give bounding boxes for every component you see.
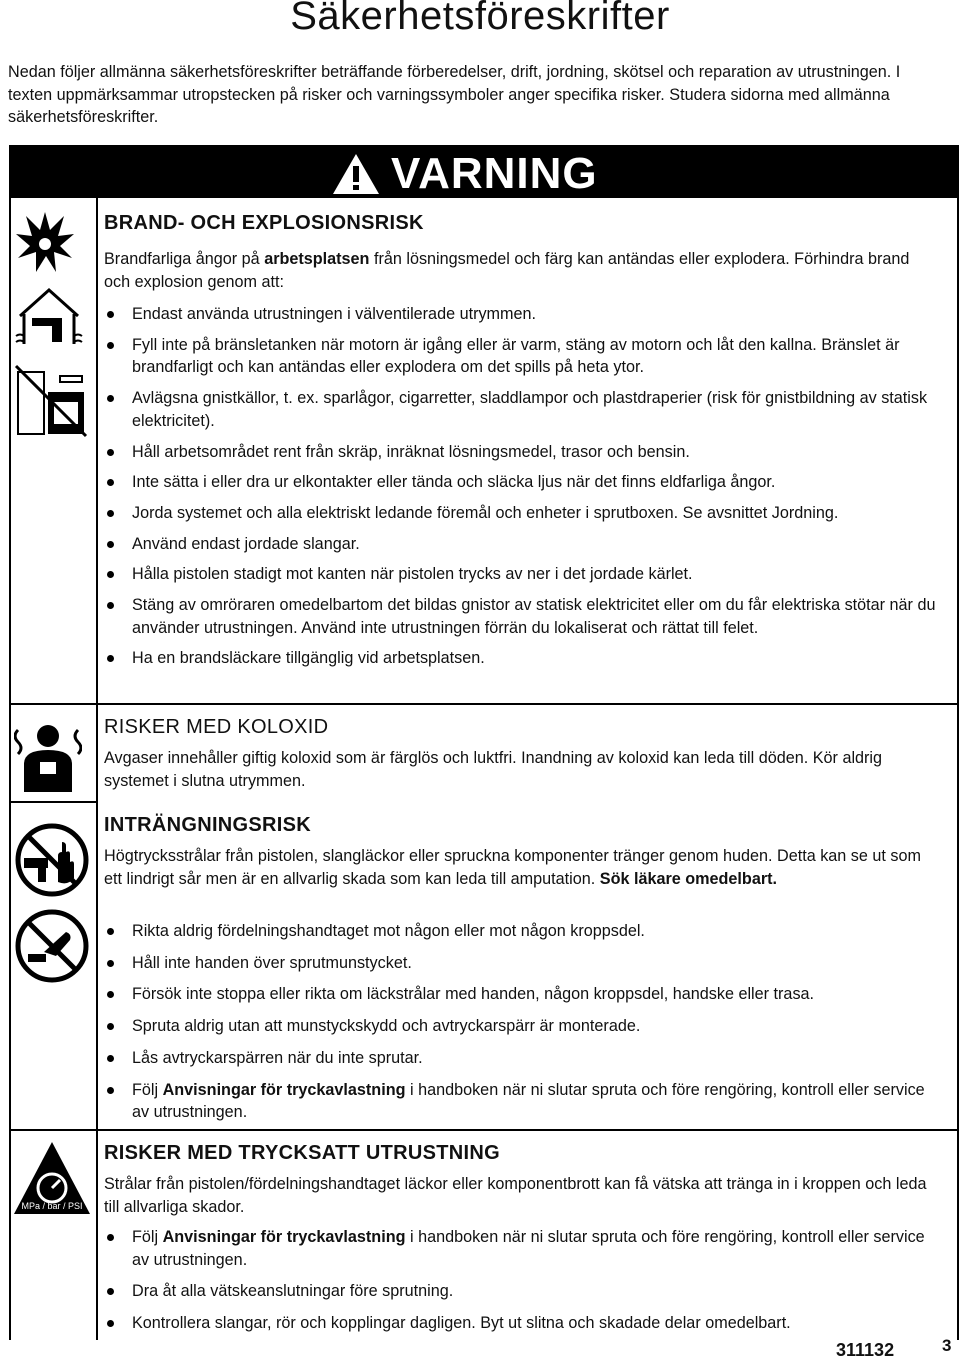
- pressure-bullet-list: [104, 1226, 944, 1335]
- list-item: Avlägsna gnistkällor, t. ex. sparlågor, cigarretter, sladdlampor och plastdraperier (risk för gnistbildning av statisk elektricitet).: [104, 387, 944, 432]
- fire-intro: [104, 248, 934, 293]
- no-spray-hand-icon: [14, 908, 90, 984]
- injection-bullet-list: [104, 920, 944, 1124]
- intro-paragraph: Nedan följer allmänna säkerhetsföreskrifter beträffande förberedelser, drift, jordning, skötsel och reparation av utrustningen. I texten uppmärksammar utropstecken på risker och varningssymboler anger specifika risker. Studera sidorna med allmänna säkerhetsföreskrifter.: [8, 63, 901, 126]
- list-item: [104, 920, 944, 943]
- house-spray-gun-icon: [14, 286, 84, 348]
- list-item-text: Kontrollera slangar, rör och kopplingar dagligen. Byt ut slitna och skadade delar omedelbart.: [132, 1314, 791, 1333]
- list-item-text: Följ: [132, 1228, 163, 1246]
- list-item: [104, 952, 944, 975]
- fire-bullet-list: [104, 303, 944, 670]
- explosion-icon: [14, 208, 76, 280]
- list-item: [104, 1047, 944, 1070]
- list-item: [104, 1079, 944, 1124]
- list-item-text: Dra åt alla vätskeanslutningar före sprutning.: [132, 1282, 454, 1301]
- list-item: Använd endast jordade slangar.: [104, 533, 944, 556]
- list-item-text: Håll inte handen över sprutmunstycket.: [132, 953, 412, 972]
- person-fumes-icon: [14, 714, 82, 794]
- injection-text-part: Högtrycksstrålar från pistolen, slangläckor eller spruckna komponenter tränger genom huden. Detta kan se ut som ett lindrigt sår men är en allvarlig skada som kan leda till amputation.: [104, 847, 921, 888]
- list-item-text: Försök inte stoppa eller rikta om läckstrålar med handen, någon kroppsdel, handske eller trasa.: [132, 985, 815, 1004]
- list-item: [104, 983, 944, 1006]
- list-item: [104, 1312, 944, 1335]
- fire-intro-bold: arbetsplatsen: [264, 250, 370, 268]
- co-section-title: RISKER MED KOLOXID: [104, 716, 329, 738]
- list-item-bold: Anvisningar för tryckavlastning: [162, 1080, 406, 1099]
- list-item-text: Spruta aldrig utan att munstyckskydd och avtryckarspärr är monterade.: [132, 1017, 641, 1036]
- fire-section-title: BRAND- OCH EXPLOSIONSRISK: [104, 212, 424, 234]
- page-number: 3: [942, 1336, 952, 1355]
- list-item: Jorda systemet och alla elektriskt ledande föremål och enheter i sprutboxen. Se avsnittet Jordning.: [104, 502, 944, 525]
- row-line: [9, 801, 97, 803]
- list-item-bold: Anvisningar för tryckavlastning: [162, 1228, 406, 1246]
- frame-right: [957, 145, 959, 1340]
- list-item: Inte sätta i eller dra ur elkontakter eller tända och släcka ljus när det finns eldfarliga ångor.: [104, 471, 944, 494]
- no-stove-icon: [14, 362, 88, 438]
- list-item: Fyll inte på bränsletanken när motorn är igång eller är varm, stäng av motorn och låt den kallna. Bränslet är brandfarligt och kan antändas eller explodera om det spills på heta ytor.: [104, 334, 944, 379]
- list-item-text: i handboken när ni slutar spruta och före rengöring, kontroll eller service av utrustningen.: [132, 1080, 925, 1122]
- fire-intro-text: från lösningsmedel och färg kan antändas eller explodera. Förhindra brand och explosion genom att:: [104, 250, 910, 291]
- list-item-text: Lås avtryckarspärren när du inte sprutar.: [132, 1048, 423, 1067]
- row-line: [9, 1129, 959, 1131]
- list-item-text: i handboken när ni slutar spruta och före rengöring, kontroll eller service av utrustningen.: [132, 1228, 925, 1269]
- document-number: 311132: [836, 1340, 895, 1360]
- warning-label: VARNING: [391, 149, 598, 198]
- frame-divider: [96, 198, 98, 1340]
- injection-text-bold: Sök läkare omedelbart.: [599, 869, 778, 888]
- list-item: Stäng av omröraren omedelbartom det bildas gnistor av statisk elektricitet eller om du får elektriska stötar när du använder utrustningen. Använd inte utrustningen förrän du lokaliserat och rättat till felet.: [104, 594, 944, 639]
- pressure-text: Strålar från pistolen/fördelningshandtaget läckor eller komponentbrott kan få vätska att tränga in i kroppen och leda till allvarliga skador.: [104, 1175, 927, 1216]
- list-item: Håll arbetsområdet rent från skräp, inräknat lösningsmedel, trasor och bensin.: [104, 441, 944, 464]
- list-item-text: Följ: [132, 1080, 163, 1099]
- injection-text: [104, 845, 934, 890]
- warning-banner: [9, 145, 959, 198]
- list-item: [104, 1226, 944, 1271]
- injection-section-title: INTRÄNGNINGSRISK: [104, 814, 312, 836]
- gauge-label: MPa / bar / PSI: [21, 1201, 83, 1211]
- warning-triangle-icon: [331, 152, 381, 196]
- fire-intro-text: Brandfarliga ångor på: [104, 250, 265, 268]
- list-item: [104, 1015, 944, 1038]
- row-line: [9, 703, 959, 705]
- list-item: Endast använda utrustningen i välventilerade utrymmen.: [104, 303, 944, 326]
- list-item: Hålla pistolen stadigt mot kanten när pistolen trycks av ner i det jordade kärlet.: [104, 563, 944, 586]
- list-item: Ha en brandsläckare tillgänglig vid arbetsplatsen.: [104, 647, 944, 670]
- co-text: Avgaser innehåller giftig koloxid som är färglös och luktfri. Inandning av koloxid kan leda till döden. Kör aldrig systemet i slutna utrymmen.: [104, 749, 883, 790]
- frame-left: [9, 145, 11, 1340]
- no-hand-spray-icon: [14, 822, 90, 898]
- list-item-text: Rikta aldrig fördelningshandtaget mot någon eller mot någon kroppsdel.: [132, 922, 645, 940]
- pressure-section-title: RISKER MED TRYCKSATT UTRUSTNING: [104, 1142, 500, 1164]
- page-title: Säkerhetsföreskrifter: [290, 0, 670, 38]
- list-item: [104, 1280, 944, 1303]
